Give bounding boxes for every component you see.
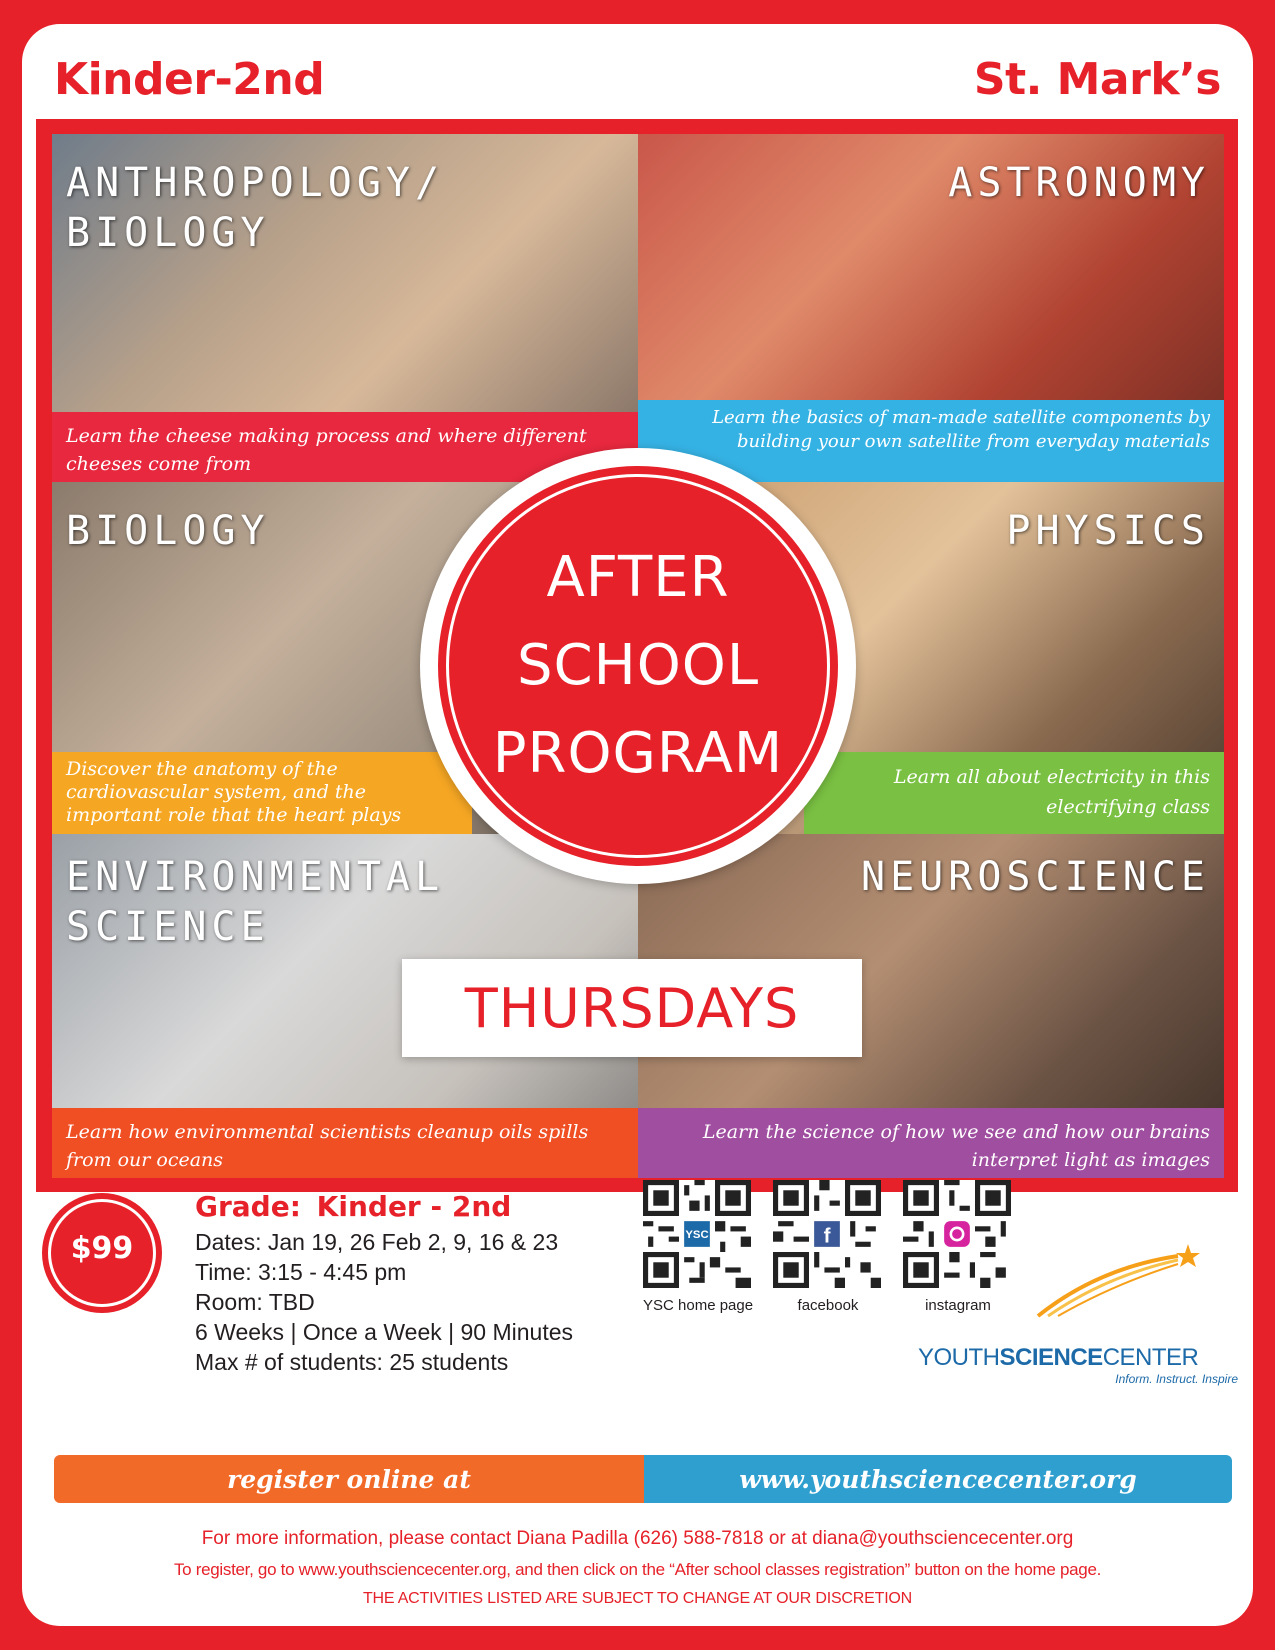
price-badge bbox=[42, 1193, 162, 1313]
tile-caption: Learn the science of how we see and how our brains interpret light as images bbox=[638, 1108, 1224, 1178]
logo-part-youth: YOUTH bbox=[918, 1344, 1000, 1371]
shooting-star-icon bbox=[1028, 1238, 1208, 1318]
badge-text bbox=[438, 534, 838, 798]
qr-label: instagram bbox=[925, 1297, 991, 1314]
tile-title: ASTRONOMY bbox=[948, 160, 1210, 206]
badge-line-school: SCHOOL bbox=[516, 633, 760, 698]
register-url-link[interactable]: www.youthsciencecenter.org bbox=[644, 1455, 1232, 1503]
contact-info: For more information, please contact Diana Padilla (626) 588-7818 or at diana@youthsciencecenter.org bbox=[201, 1528, 1074, 1549]
school-heading: St. Mark’s bbox=[973, 54, 1221, 105]
grade-label: Grade: bbox=[195, 1190, 301, 1223]
tile-title: ANTHROPOLOGY/ BIOLOGY bbox=[66, 160, 445, 256]
tile-caption: Learn the basics of man-made satellite components by building your own satellite from everyday materials bbox=[638, 400, 1224, 482]
tile-title: ENVIRONMENTAL SCIENCE bbox=[66, 854, 445, 950]
qr-code-icon bbox=[773, 1180, 881, 1288]
tile-caption: Learn all about electricity in this electrifying class bbox=[804, 752, 1224, 834]
qr-code-icon bbox=[643, 1180, 751, 1288]
tile-title: NEUROSCIENCE bbox=[861, 854, 1210, 900]
tile-caption: Learn the cheese making process and where different cheeses come from bbox=[52, 412, 638, 482]
schedule-line: 6 Weeks | Once a Week | 90 Minutes bbox=[195, 1319, 573, 1345]
logo-tagline: Inform. Instruct. Inspire bbox=[1115, 1372, 1238, 1386]
after-school-badge bbox=[420, 448, 856, 884]
qr-badge-label: YSC bbox=[685, 1229, 709, 1242]
qr-label: YSC home page bbox=[643, 1297, 754, 1314]
time-line: Time: 3:15 - 4:45 pm bbox=[195, 1259, 407, 1285]
qr-ysc-home[interactable] bbox=[643, 1180, 753, 1314]
badge-red-disc bbox=[438, 466, 838, 866]
tile-caption: Learn how environmental scientists cleanup oils spills from our oceans bbox=[52, 1108, 638, 1178]
disclaimer: THE ACTIVITIES LISTED ARE SUBJECT TO CHANGE AT OUR DISCRETION bbox=[362, 1590, 913, 1607]
max-students-line: Max # of students: 25 students bbox=[195, 1349, 509, 1375]
tile-title: BIOLOGY bbox=[66, 508, 270, 554]
grade-line bbox=[195, 1190, 573, 1223]
logo-part-center: CENTER bbox=[1102, 1344, 1199, 1371]
program-details bbox=[195, 1190, 573, 1377]
tile-title: PHYSICS bbox=[1006, 508, 1210, 554]
grade-value: Kinder - 2nd bbox=[316, 1190, 512, 1223]
logo-wordmark bbox=[918, 1344, 1198, 1372]
registration-instructions: To register, go to www.youthsciencecenter.org, and then click on the “After school classes registration” button on the home page. bbox=[173, 1560, 1102, 1579]
room-line: Room: TBD bbox=[195, 1289, 315, 1315]
logo-part-science: SCIENCE bbox=[999, 1344, 1103, 1371]
grade-heading: Kinder-2nd bbox=[54, 54, 325, 105]
register-label: register online at bbox=[54, 1455, 644, 1503]
youth-science-center-logo bbox=[918, 1268, 1248, 1386]
dates-line: Dates: Jan 19, 26 Feb 2, 9, 16 & 23 bbox=[195, 1229, 559, 1255]
tile-anthropology-biology bbox=[52, 134, 638, 482]
qr-label: facebook bbox=[797, 1297, 859, 1314]
tile-caption: Discover the anatomy of the cardiovascular system, and the important role that the heart plays bbox=[52, 752, 472, 834]
badge-line-after: AFTER bbox=[546, 545, 730, 610]
badge-line-program: PROGRAM bbox=[492, 721, 784, 786]
tile-astronomy bbox=[638, 134, 1224, 482]
qr-facebook[interactable] bbox=[773, 1180, 883, 1314]
day-banner: THURSDAYS bbox=[402, 959, 862, 1057]
price-value: $99 bbox=[70, 1231, 134, 1266]
qr-badge-label: f bbox=[823, 1224, 831, 1248]
